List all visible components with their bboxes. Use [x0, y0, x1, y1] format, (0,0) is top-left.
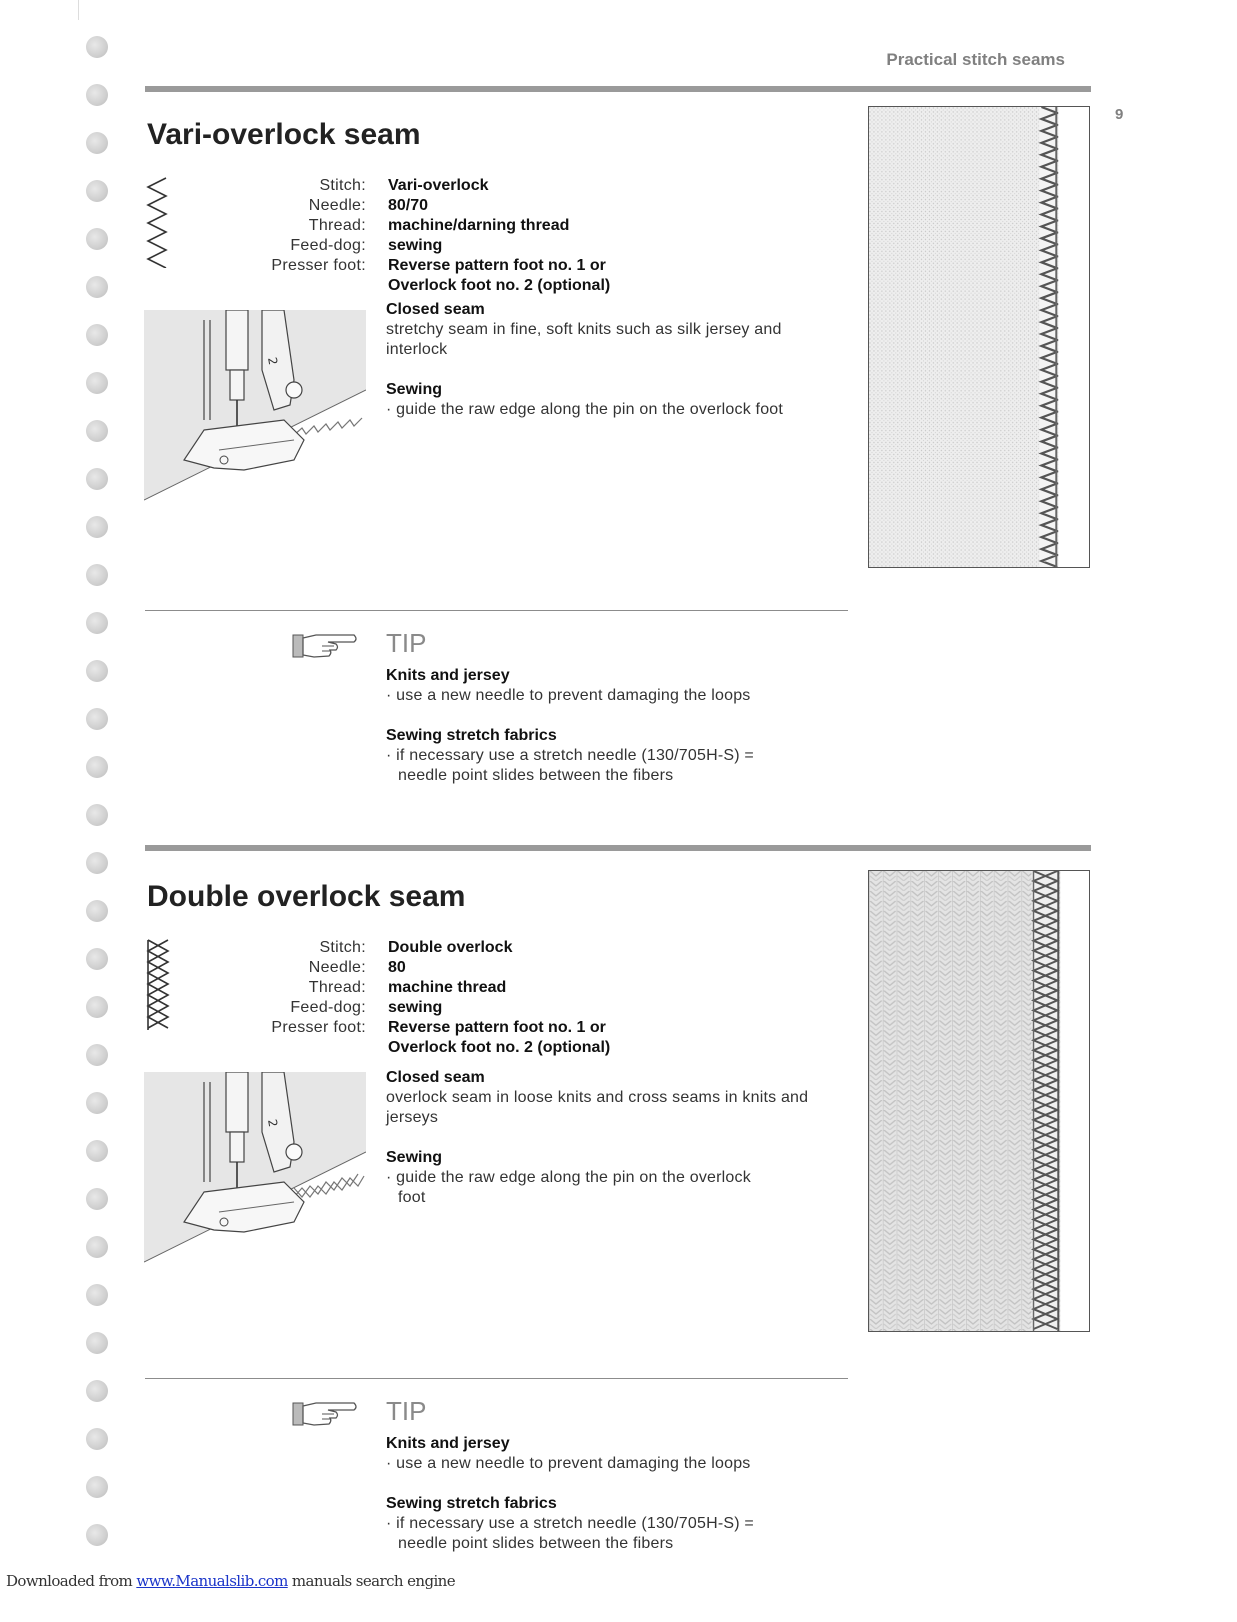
spec-value: Double overlock [388, 939, 513, 956]
tip-text: needle point slides between the fibers [398, 1535, 674, 1552]
footer-prefix: Downloaded from [6, 1572, 133, 1590]
sewing-text: · guide the raw edge along the pin on the overlock [386, 1169, 751, 1186]
presser-foot-illustration [144, 1072, 366, 1294]
page-edge [78, 0, 79, 20]
fabric-sample-photo [868, 870, 1090, 1332]
spec-label [230, 1038, 388, 1058]
spec-value: sewing [388, 999, 443, 1016]
spec-label: Stitch: [319, 177, 366, 194]
spec-label: Stitch: [319, 939, 366, 956]
spec-value: machine/darning thread [388, 217, 570, 234]
section-title: Vari-overlock seam [147, 118, 421, 151]
spec-value: 80/70 [388, 197, 429, 214]
spec-row-feed-dog [230, 236, 860, 256]
spec-row-presser-foot-alt [230, 1038, 860, 1058]
spec-value: Reverse pattern foot no. 1 or [388, 1019, 606, 1036]
stitch-spec-list [230, 938, 860, 1058]
spec-label: Needle: [308, 959, 366, 976]
tip-text: · use a new needle to prevent damaging the loops [386, 1455, 751, 1472]
fabric-sample-photo [868, 106, 1090, 568]
closed-seam-text: interlock [386, 341, 448, 358]
spec-value: machine thread [388, 979, 507, 996]
spec-row-presser-foot [230, 256, 860, 276]
spec-label: Presser foot: [271, 1019, 366, 1036]
page-number: 9 [1115, 106, 1124, 123]
sewing-heading: Sewing [386, 381, 443, 398]
spec-label [230, 276, 388, 296]
spec-label: Presser foot: [271, 257, 366, 274]
manualslib-link[interactable]: www.Manualslib.com [136, 1572, 288, 1590]
closed-seam-text: jerseys [386, 1109, 439, 1126]
section-title: Double overlock seam [147, 880, 466, 913]
spec-value: sewing [388, 237, 443, 254]
tip-divider [145, 610, 848, 611]
spec-value: Vari-overlock [388, 177, 489, 194]
spec-value: Overlock foot no. 2 (optional) [388, 277, 611, 294]
spec-row-thread [230, 978, 860, 998]
foot-number-label: 2 [265, 1118, 281, 1129]
seam-description [386, 300, 846, 420]
tip-text: · if necessary use a stretch needle (130/705H-S) = [386, 747, 754, 764]
tip-heading: Knits and jersey [386, 1435, 510, 1452]
stitch-spec-list [230, 176, 860, 296]
tip-title: TIP [386, 628, 427, 658]
spec-value: 80 [388, 959, 406, 976]
spec-row-stitch [230, 938, 860, 958]
spec-row-presser-foot-alt [230, 276, 860, 296]
sewing-text: foot [398, 1189, 426, 1206]
spec-value: Reverse pattern foot no. 1 or [388, 257, 606, 274]
spec-row-needle [230, 196, 860, 216]
spec-row-needle [230, 958, 860, 978]
section-rule [145, 845, 1091, 851]
tip-divider [145, 1378, 848, 1379]
sewing-text: · guide the raw edge along the pin on the overlock foot [386, 401, 784, 418]
closed-seam-heading: Closed seam [386, 301, 485, 318]
tip-heading: Sewing stretch fabrics [386, 1495, 557, 1512]
sewing-heading: Sewing [386, 1149, 443, 1166]
presser-foot-illustration [144, 310, 366, 532]
tip-text: · use a new needle to prevent damaging the loops [386, 687, 751, 704]
spec-row-presser-foot [230, 1018, 860, 1038]
tip-body [386, 1434, 856, 1554]
spec-label: Thread: [308, 217, 366, 234]
tip-text: · if necessary use a stretch needle (130/705H-S) = [386, 1515, 754, 1532]
closed-seam-text: stretchy seam in fine, soft knits such as silk jersey and [386, 321, 782, 338]
spec-label: Feed-dog: [290, 237, 366, 254]
download-footer [6, 1572, 455, 1590]
pointing-hand-icon [292, 1400, 360, 1428]
pointing-hand-icon [292, 632, 360, 660]
tip-text: needle point slides between the fibers [398, 767, 674, 784]
binding-hole [86, 36, 108, 58]
spec-label: Feed-dog: [290, 999, 366, 1016]
running-head: Practical stitch seams [886, 50, 1065, 69]
tip-heading: Knits and jersey [386, 667, 510, 684]
vari-overlock-stitch-icon [146, 176, 170, 268]
closed-seam-heading: Closed seam [386, 1069, 485, 1086]
closed-seam-text: overlock seam in loose knits and cross seams in knits and [386, 1089, 809, 1106]
spec-label: Needle: [308, 197, 366, 214]
foot-number-label: 2 [265, 356, 281, 367]
section-rule [145, 86, 1091, 92]
spec-row-stitch [230, 176, 860, 196]
double-overlock-stitch-icon [146, 938, 170, 1032]
footer-suffix: manuals search engine [291, 1572, 455, 1590]
tip-body [386, 666, 856, 786]
spec-value: Overlock foot no. 2 (optional) [388, 1039, 611, 1056]
tip-title: TIP [386, 1396, 427, 1426]
seam-description [386, 1068, 846, 1208]
tip-heading: Sewing stretch fabrics [386, 727, 557, 744]
spec-label: Thread: [308, 979, 366, 996]
spec-row-thread [230, 216, 860, 236]
spec-row-feed-dog [230, 998, 860, 1018]
